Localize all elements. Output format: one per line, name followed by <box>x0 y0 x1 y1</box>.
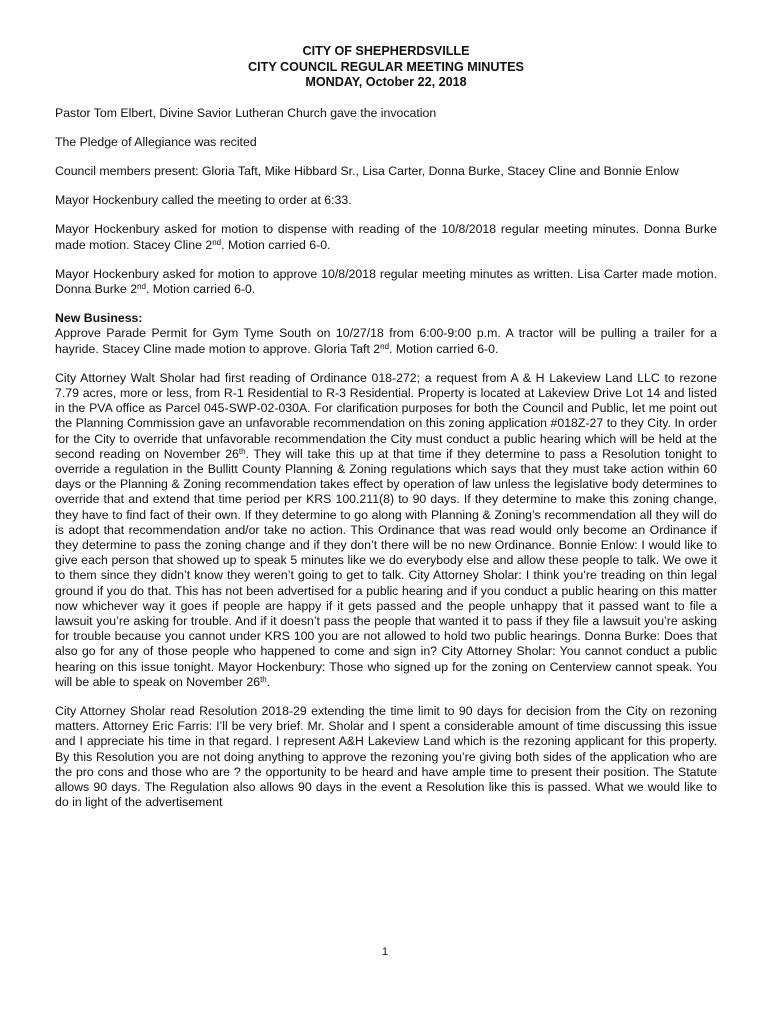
parade-text: Approve Parade Permit for Gym Tyme South on 10/27/18 from 6:00-9:00 p.m. A tractor will be pulling a trailer for a hayride. Stacey Cline made motion to approve. Gloria Taft 2 <box>55 326 717 356</box>
city-name: CITY OF SHEPHERDSVILLE <box>302 44 470 58</box>
new-business-label: New Business: <box>55 311 143 326</box>
meeting-date: MONDAY, October 22, 2018 <box>305 75 467 89</box>
approve-superscript: nd <box>137 281 146 291</box>
ordinance-text-middle: . They will take this up at that time if they determine to pass a Resolution tonight to override a regulation in the Bullitt County Planning & Zoning regulations which says that they must take action within 60 days or the Planning & Zoning recommendation takes effect by operation of law unless the legislative body determines to override that and extend that time period per KRS 100.211(8) to 90 days. If they determine to make this zoning change, they have to find fact of their own. If they determine to go along with Planning & Zoning’s recommendation all they will do is adopt that recommendation and/or take no action. This Ordinance that was read would only become an Ordinance if they determine to pass the zoning change and if they don’t there will be no new Ordinance. Bonnie Enlow: I would like to give each person that showed up to speak 5 minutes like we do everybody else and allow these people to talk. We owe it to them since they didn’t know they weren’t going to get to talk. City Attorney Sholar: I think you’re treading on thin legal ground if you do that. This has not been advertised for a public hearing and if you conduct a public hearing on this matter now whichever way it goes if people are happy if it gets passed and the people unhappy that it passed want to file a lawsuit you’re asking for trouble. And if it doesn’t pass the people that wanted it to pass if they file a lawsuit you’re asking for trouble because you cannot under KRS 100 you are not allowed to hold two public hearings. Donna Burke: Does that also go for any of those people who happened to come and sign in? City Attorney Sholar: You cannot conduct a public hearing on this issue tonight. Mayor Hockenbury: Those who signed up for the zoning on Centerview cannot speak. You will be able to speak on November 26 <box>55 446 718 689</box>
minutes-page <box>55 44 717 810</box>
dispense-minutes-paragraph <box>55 222 717 252</box>
ordinance-superscript-2: th <box>260 674 267 684</box>
parade-superscript: nd <box>380 341 390 351</box>
call-to-order-paragraph: Mayor Hockenbury called the meeting to order at 6:33. <box>55 193 352 208</box>
new-business-heading <box>55 311 717 326</box>
ordinance-text: City Attorney Walt Sholar had first reading of Ordinance 018-272; a request from A & H Lakeview Land LLC to rezone 7.79 acres, more or less, from R-1 Residential to R-3 Residential. Property is located at Lakeview Drive Lot 14 and listed in the PVA office as Parcel 045-SWP-02-030A. For clarification purposes for both the Council and Public, let me point out the Planning Commission gave an unfavorable recommendation on this zoning application #018Z-27 to they City. In order for the City to override that unfavorable recommendation the City must conduct a public hearing which will be held at the second reading on November 26 <box>55 370 717 461</box>
members-paragraph: Council members present: Gloria Taft, Mike Hibbard Sr., Lisa Carter, Donna Burke, Stacey Cline and Bonnie Enlow <box>55 163 679 178</box>
ordinance-paragraph <box>55 371 717 690</box>
parade-permit-paragraph <box>55 326 717 356</box>
dispense-text: Mayor Hockenbury asked for motion to dispense with reading of the 10/8/2018 regular meeting minutes. Donna Burke made motion. Stacey Cline 2 <box>55 222 717 252</box>
approve-text-end: . Motion carried 6-0. <box>145 281 256 296</box>
dispense-superscript: nd <box>212 237 222 247</box>
approve-text: Mayor Hockenbury asked for motion to approve 10/8/2018 regular meeting minutes as written. Lisa Carter made motion. Donna Burke 2 <box>55 266 717 296</box>
document-title: CITY COUNCIL REGULAR MEETING MINUTES <box>248 59 524 74</box>
page-number: 1 <box>381 946 389 958</box>
resolution-paragraph: City Attorney Sholar read Resolution 2018-29 extending the time limit to 90 days for decision from the City on rezoning matters. Attorney Eric Farris: I’ll be very brief. Mr. Sholar and I spent a considerable amount of time discussing this issue and I appreciate his time in that regard. I represent A&H Lakeview Land which is the rezoning applicant for this property. By this Resolution you are not doing anything to approve the rezoning you’re giving both sides of the application who are the pro cons and those who are ? the opportunity to be heard and have ample time to present their position. The Statute allows 90 days. The Regulation also allows 90 days in the event a Resolution like this is passed. What we would like to do in light of the advertisement <box>55 704 717 810</box>
approve-minutes-paragraph <box>55 267 717 297</box>
dispense-text-end: . Motion carried 6-0. <box>221 237 331 252</box>
ordinance-superscript-1: th <box>238 446 246 456</box>
ordinance-text-end: . <box>266 674 271 689</box>
pledge-paragraph: The Pledge of Allegiance was recited <box>55 134 257 149</box>
invocation-paragraph: Pastor Tom Elbert, Divine Savior Lutheran Church gave the invocation <box>55 105 437 120</box>
parade-text-end: . Motion carried 6-0. <box>389 341 499 356</box>
document-header <box>55 44 717 91</box>
